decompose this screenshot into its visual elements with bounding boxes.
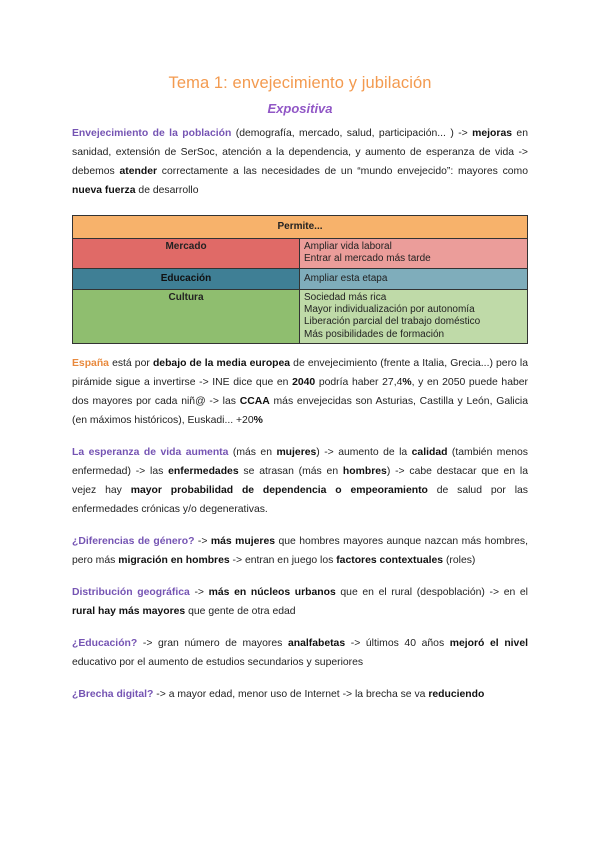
bold-text: % — [402, 377, 412, 389]
paragraph-distribucion — [72, 583, 528, 621]
text: ) -> aumento de la — [316, 447, 412, 459]
bold-text: reduciendo — [428, 689, 485, 701]
text: (demografía, mercado, salud, participación... ) -> — [231, 128, 473, 139]
bold-text: calidad — [411, 447, 448, 459]
text: que en el rural (despoblación) -> en el — [335, 587, 528, 599]
bold-text: % — [253, 415, 263, 427]
text: -> últimos 40 años — [345, 638, 450, 650]
table-value-educacion — [300, 268, 528, 289]
heading-envejecimiento: Envejecimiento de la población — [72, 128, 232, 139]
text: de salud por las enfermedades crónicas y/o degenerativas. — [72, 485, 528, 516]
table-row — [73, 239, 528, 269]
table-value-cultura — [300, 289, 528, 343]
text: -> a mayor edad, menor uso de Internet -> la brecha se va — [153, 689, 429, 701]
bold-text: migración en hombres — [118, 555, 230, 567]
bold-text: hombres — [342, 466, 387, 478]
bold-text: mayor probabilidad de dependencia o empeoramiento — [130, 485, 428, 497]
text: educativo por el aumento de estudios secundarios y superiores — [72, 657, 364, 669]
bold-text: más en núcleos urbanos — [208, 587, 336, 599]
paragraph-espana — [72, 354, 528, 430]
paragraph-envejecimiento — [72, 124, 528, 200]
table-key-mercado: Mercado — [73, 239, 300, 269]
paragraph-genero — [72, 532, 528, 570]
text: se atrasan (más en — [238, 466, 343, 478]
table-header-row — [73, 216, 528, 239]
document-page — [72, 0, 528, 704]
table-line: Más posibilidades de formación — [304, 328, 445, 340]
text: de envejecimiento (frente a Italia, Grecia...) pero la pirámide sigue a invertirse -> INE dice que en — [72, 358, 529, 389]
text: ) -> cabe destacar que en la vejez hay — [72, 466, 528, 497]
bold-text: factores contextuales — [336, 555, 444, 567]
bold-text: CCAA — [239, 396, 270, 408]
text: -> — [194, 536, 211, 548]
page-title: Tema 1: envejecimiento y jubilación — [168, 74, 432, 92]
paragraph-esperanza — [72, 443, 528, 519]
bold-text: más mujeres — [210, 536, 276, 548]
text: -> — [189, 587, 209, 599]
bold-text: analfabetas — [287, 638, 346, 650]
bold-text: debajo de la media europea — [152, 358, 291, 370]
bold-text: nueva fuerza — [72, 185, 136, 196]
text: que hombres mayores aunque nazcan más hombres, pero más — [72, 536, 528, 567]
table-line: Ampliar esta etapa — [304, 272, 388, 284]
bold-text: enfermedades — [168, 466, 239, 478]
text: (también menos enfermedad) -> las — [72, 447, 528, 478]
table-key-educacion: Educación — [73, 268, 300, 289]
heading-espana: España — [72, 358, 109, 370]
text: que gente de otra edad — [185, 606, 296, 618]
table-row — [73, 289, 528, 343]
bold-text: mujeres — [276, 447, 317, 459]
permite-table — [72, 215, 528, 344]
page-subtitle: Expositiva — [267, 101, 333, 116]
table-line: Mayor individualización por autonomía — [304, 304, 475, 316]
heading-educacion: ¿Educación? — [72, 638, 138, 650]
table-row — [73, 268, 528, 289]
heading-brecha: ¿Brecha digital? — [72, 689, 154, 701]
bold-text: 2040 — [292, 377, 316, 389]
text: está por — [108, 358, 153, 370]
heading-esperanza: La esperanza de vida aumenta — [72, 447, 229, 459]
text: en sanidad, extensión de SerSoc, atención a la dependencia, y aumento de esperanza de vida -> debemos — [72, 128, 528, 177]
table-line: Ampliar vida laboral — [304, 241, 392, 252]
bold-text: mejoró el nivel — [449, 638, 528, 650]
text: podría haber 27,4 — [315, 377, 403, 389]
table-line: Liberación parcial del trabajo doméstico — [304, 316, 481, 328]
text: -> gran número de mayores — [137, 638, 288, 650]
table-line: Sociedad más rica — [304, 291, 387, 303]
text: (más en — [228, 447, 277, 459]
paragraph-educacion — [72, 634, 528, 672]
bold-text: mejoras — [472, 128, 513, 139]
text: , y en 2050 puede haber dos mayores por cada niñ@ -> las — [72, 377, 528, 408]
text: -> entran en juego los — [229, 555, 337, 567]
paragraph-brecha — [72, 685, 528, 704]
bold-text: atender — [119, 166, 158, 177]
text: de desarrollo — [135, 185, 199, 196]
heading-genero: ¿Diferencias de género? — [72, 536, 195, 548]
table-line: Entrar al mercado más tarde — [304, 253, 431, 265]
table-header: Permite... — [73, 216, 528, 239]
text: (roles) — [443, 555, 476, 567]
table-value-mercado — [300, 239, 528, 269]
heading-distribucion: Distribución geográfica — [72, 587, 190, 599]
bold-text: rural hay más mayores — [72, 606, 186, 618]
table-key-cultura: Cultura — [73, 289, 300, 343]
text: más envejecidas son Asturias, Castilla y León, Galicia (en máximos históricos), Euskadi... +20 — [72, 396, 529, 427]
text: correctamente a las necesidades de un “mundo envejecido”: mayores como — [157, 166, 528, 177]
